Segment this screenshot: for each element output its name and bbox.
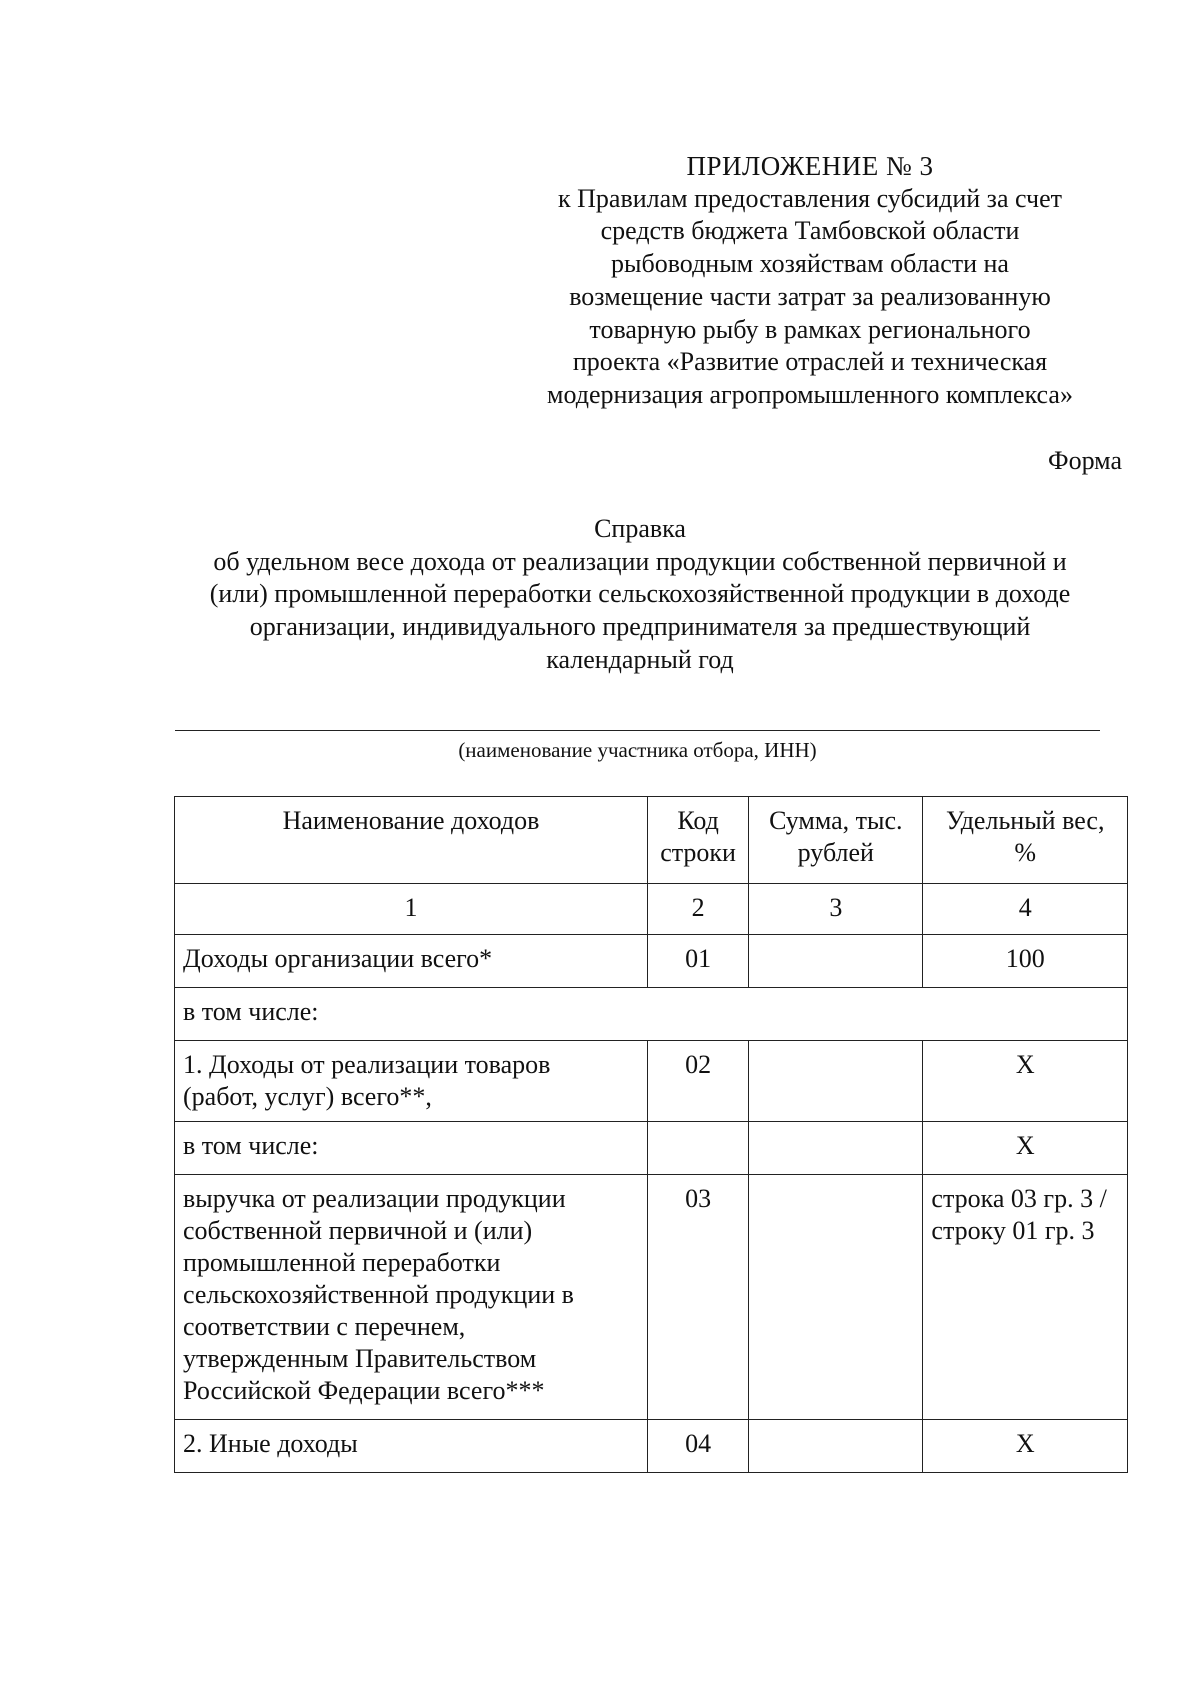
row-name: Доходы организации всего*: [175, 935, 648, 988]
row-name-line: (работ, услуг) всего**,: [183, 1082, 432, 1111]
row-share: 100: [923, 935, 1128, 988]
header-line-code: [647, 797, 748, 884]
header-share-text: %: [1014, 838, 1037, 867]
table-row: [175, 988, 1128, 1041]
row-share-line: строка 03 гр. 3 /: [931, 1184, 1107, 1213]
row-name-line: промышленной переработки: [183, 1248, 501, 1277]
header-line-code-text: строки: [660, 838, 736, 867]
header-income-name: Наименование доходов: [175, 797, 648, 884]
appendix-line: средств бюджета Тамбовской области: [600, 216, 1020, 246]
column-number: 1: [175, 884, 648, 935]
participant-caption: (наименование участника отбора, ИНН): [458, 738, 817, 762]
row-share-line: строку 01 гр. 3: [931, 1216, 1095, 1245]
appendix-line: возмещение части затрат за реализованную: [569, 281, 1051, 311]
title-line: календарный год: [546, 644, 734, 674]
table-row: [175, 1041, 1128, 1122]
header-sum-text: Сумма, тыс.: [769, 806, 903, 835]
header-sum: [749, 797, 923, 884]
row-code: 04: [647, 1420, 748, 1473]
table-row: [175, 1420, 1128, 1473]
document-title: Справка: [594, 514, 686, 543]
row-code: 03: [647, 1175, 748, 1420]
appendix-line: проекта «Развитие отраслей и техническая: [572, 347, 1048, 377]
row-sum-cell[interactable]: [749, 935, 923, 988]
title-line: об удельном весе дохода от реализации продукции собственной первичной и: [213, 546, 1067, 576]
form-label: Форма: [1048, 446, 1122, 475]
header-sum-text: рублей: [797, 838, 874, 867]
column-number-row: [175, 884, 1128, 935]
table-row: [175, 935, 1128, 988]
column-number: 3: [749, 884, 923, 935]
income-table: [174, 796, 1128, 1473]
participant-name-line[interactable]: [175, 730, 1100, 731]
row-name-line: утвержденным Правительством: [183, 1344, 537, 1373]
row-name: [175, 1041, 648, 1122]
header-share: [923, 797, 1128, 884]
row-name-line: собственной первичной и (или): [183, 1216, 533, 1245]
row-sum-cell[interactable]: [749, 1175, 923, 1420]
column-number: 2: [647, 884, 748, 935]
row-name-line: соответствии с перечнем,: [183, 1312, 466, 1341]
row-name-line: сельскохозяйственной продукции в: [183, 1280, 574, 1309]
row-name: в том числе:: [175, 1122, 648, 1175]
appendix-line: к Правилам предоставления субсидий за счет: [558, 183, 1062, 213]
header-line-code-text: Код: [677, 806, 719, 835]
row-code: 02: [647, 1041, 748, 1122]
header-share-text: Удельный вес,: [945, 806, 1105, 835]
appendix-line: модернизация агропромышленного комплекса»: [547, 379, 1073, 409]
row-sum-cell[interactable]: [749, 1041, 923, 1122]
row-name: [175, 1175, 648, 1420]
row-name: в том числе:: [175, 988, 1128, 1041]
row-name-line: Российской Федерации всего***: [183, 1376, 545, 1405]
table-row: [175, 1122, 1128, 1175]
row-share: X: [923, 1420, 1128, 1473]
row-code: 01: [647, 935, 748, 988]
document-title-block: [160, 513, 1120, 677]
row-name-line: выручка от реализации продукции: [183, 1184, 566, 1213]
appendix-line: товарную рыбу в рамках регионального: [589, 314, 1031, 344]
column-number: 4: [923, 884, 1128, 935]
row-name-line: 1. Доходы от реализации товаров: [183, 1050, 551, 1079]
table-row: [175, 1175, 1128, 1420]
row-sum-cell[interactable]: [749, 1420, 923, 1473]
appendix-line: рыбоводным хозяйствам области на: [611, 249, 1009, 279]
row-name: 2. Иные доходы: [175, 1420, 648, 1473]
title-line: организации, индивидуального предпринимателя за предшествующий: [249, 612, 1031, 642]
table-header-row: [175, 797, 1128, 884]
appendix-heading: ПРИЛОЖЕНИЕ № 3: [686, 151, 934, 181]
appendix-block: [520, 150, 1100, 412]
row-sum-cell[interactable]: [749, 1122, 923, 1175]
row-share: X: [923, 1041, 1128, 1122]
title-line: (или) промышленной переработки сельскохозяйственной продукции в доходе: [209, 579, 1071, 609]
row-share: X: [923, 1122, 1128, 1175]
row-share: [923, 1175, 1128, 1420]
row-code: [647, 1122, 748, 1175]
